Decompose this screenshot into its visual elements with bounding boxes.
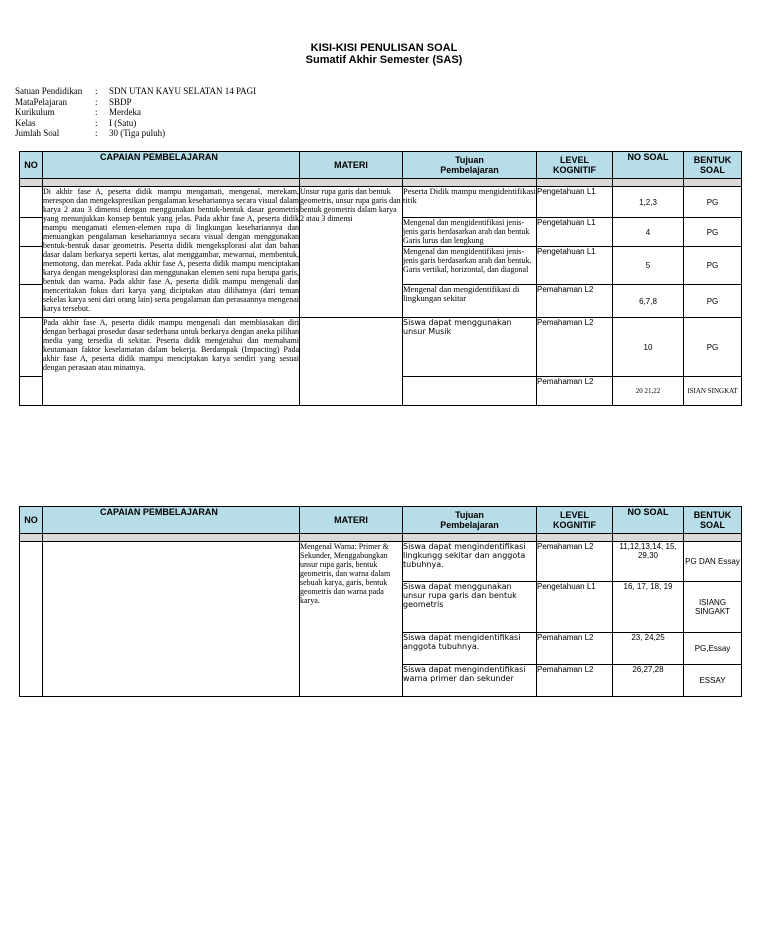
meta-label: Kelas <box>15 117 36 128</box>
nosoal-cell: 4 <box>613 218 684 247</box>
table-header-row <box>20 507 742 534</box>
tujuan-cell: Siswa dapat mengidentifikasi anggota tubuhnya. <box>403 633 537 665</box>
header-tujuan-line1: Tujuan <box>455 510 484 520</box>
tujuan-cell: Mengenal dan mengidentifikasi di lingkungan sekitar <box>403 285 537 318</box>
header-tujuan-line2: Pembelajaran <box>440 165 499 175</box>
nosoal-cell: 11,12,13,14, 15, 29,30 <box>613 542 684 582</box>
nosoal-cell: 23, 24,25 <box>613 633 684 665</box>
nosoal-cell: 10 <box>613 318 684 377</box>
bentuk-cell: PG <box>684 318 742 377</box>
bentuk-cell: PG DAN Essay <box>684 542 742 582</box>
tujuan-cell: Mengenal dan mengidentifikasi jenis-jenis garis berdasarkan arah dan bentuk. Garis vertikal, horizontal, dan diagonal <box>403 247 537 285</box>
document-subtitle: Sumatif Akhir Semester (SAS) <box>305 54 463 66</box>
meta-separator: : <box>95 107 98 118</box>
no-cell <box>20 218 43 247</box>
meta-value: SDN UTAN KAYU SELATAN 14 PAGI <box>109 86 257 96</box>
header-capaian: CAPAIAN PEMBELAJARAN <box>43 507 300 534</box>
tujuan-cell: Siswa dapat mengindentifikasi warna primer dan sekunder <box>403 665 537 697</box>
meta-value: I (Satu) <box>109 117 137 128</box>
meta-row <box>15 97 256 108</box>
header-no: NO <box>20 152 43 179</box>
bentuk-cell: ESSAY <box>684 665 742 697</box>
header-level-line1: LEVEL <box>559 510 589 520</box>
header-level-line2: KOGNITIF <box>553 520 596 530</box>
no-cell <box>20 377 43 406</box>
level-cell: Pengetahuan L1 <box>537 218 613 247</box>
meta-label: Kurikulum <box>15 107 55 118</box>
kisi-kisi-table-1 <box>19 151 742 406</box>
bentuk-cell: PG <box>684 285 742 318</box>
header-no: NO <box>20 507 43 534</box>
tujuan-cell: Peserta Didik mampu mengidentifikasi titik <box>403 187 537 218</box>
header-materi: MATERI <box>300 507 403 534</box>
header-bentuk <box>684 507 742 534</box>
identity-block <box>15 86 256 139</box>
no-cell <box>20 285 43 318</box>
meta-separator: : <box>95 128 98 139</box>
header-tujuan-line1: Tujuan <box>455 155 484 165</box>
no-cell <box>20 187 43 218</box>
header-tujuan <box>403 507 537 534</box>
meta-value: Merdeka <box>109 107 141 118</box>
level-cell: Pengetahuan L1 <box>537 247 613 285</box>
header-level <box>537 152 613 179</box>
meta-label: MataPelajaran <box>15 96 67 107</box>
level-cell: Pemahaman L2 <box>537 285 613 318</box>
bentuk-cell: PG <box>684 247 742 285</box>
no-cell <box>20 247 43 285</box>
nosoal-cell: 26,27,28 <box>613 665 684 697</box>
bentuk-cell: PG <box>684 187 742 218</box>
header-bentuk-line1: BENTUK <box>693 510 732 520</box>
meta-separator: : <box>95 86 98 96</box>
level-cell: Pemahaman L2 <box>537 318 613 377</box>
level-cell: Pemahaman L2 <box>537 633 613 665</box>
header-bentuk-line2: SOAL <box>699 520 725 530</box>
tujuan-cell <box>403 377 537 406</box>
meta-label: Jumlah Soal <box>15 128 60 139</box>
tujuan-cell: Siswa dapat menggunakan unsur rupa garis dan bentuk geometris <box>403 582 537 633</box>
header-level <box>537 507 613 534</box>
meta-row <box>15 86 256 97</box>
nosoal-cell: 5 <box>613 247 684 285</box>
header-nosoal: NO SOAL <box>613 507 684 534</box>
header-capaian: CAPAIAN PEMBELAJARAN <box>43 152 300 179</box>
meta-value: SBDP <box>109 96 132 107</box>
header-level-line1: LEVEL <box>559 155 589 165</box>
meta-separator: : <box>95 96 98 107</box>
table-row <box>20 318 742 377</box>
table-row <box>20 542 742 582</box>
header-level-line2: KOGNITIF <box>553 165 596 175</box>
capaian-cell: Di akhir fase A, peserta didik mampu mengamati, mengenal, merekam, merespon dan mengekspresikan pengalaman kesehariannya secara visual dalam karya 2 atau 3 dimensi dengan menggunakan bentuk-bentuk dasar geometris yang menunjukkan konsep bentuk yang jelas. Pada akhir fase A, peserta didik mampu mengamati elemen-elemen rupa di lingkungan kesehariannya dan menuangkan pengalaman kesehariannya secara visual dengan menggunakan bentuk-bentuk dasar geometris. Peserta didik mengeksplorasi alat dan bahan dasar dalam berkarya seperti kertas, alat menggambar, mewarnai, membentuk, memotong, dan merekat. Pada akhir fase A, peserta didik mampu menciptakan karya dengan mengeksplorasi dan menggunakan elemen seni rupa berupa garis, bentuk dan warna. Pada akhir fase A, peserta didik mampu mengenali dan menceritakan fokus dari karya yang diciptakan atau dilihatnya (dari teman sekelas karya seni dari orang lain) serta pengalaman dan perasaannya mengenai karya tersebut. <box>43 187 300 318</box>
bentuk-cell: ISIANG SINGAKT <box>684 582 742 633</box>
meta-row <box>15 118 256 129</box>
header-bentuk-line1: BENTUK <box>693 155 732 165</box>
meta-row <box>15 107 256 118</box>
nosoal-cell: 6,7,8 <box>613 285 684 318</box>
table-header-row <box>20 152 742 179</box>
bentuk-cell: PG,Essay <box>684 633 742 665</box>
header-materi: MATERI <box>300 152 403 179</box>
no-cell <box>20 318 43 377</box>
bentuk-cell: ISIAN SINGKAT <box>684 377 742 406</box>
tujuan-cell: Siswa dapat menggunakan unsur Musik <box>403 318 537 377</box>
header-bentuk-line2: SOAL <box>699 165 725 175</box>
tujuan-cell: Siswa dapat mengindentifikasi lingkungg sekitar dan anggota tubuhnya. <box>403 542 537 582</box>
nosoal-cell: 20 21,22 <box>613 377 684 406</box>
meta-label: Satuan Pendidikan <box>15 86 83 96</box>
tujuan-cell: Mengenal dan mengidentifikasi jenis-jenis garis berdasarkan arah dan bentuk Garis lurus dan lengkung <box>403 218 537 247</box>
header-nosoal: NO SOAL <box>613 152 684 179</box>
level-cell: Pengetahuan L1 <box>537 187 613 218</box>
table-row <box>20 187 742 218</box>
document-title: KISI-KISI PENULISAN SOAL <box>310 42 458 54</box>
capaian-cell-2: Pada akhir fase A, peserta didik mampu mengenali dan membiasakan diri dengan berbagai prosedur dasar sederhana untuk berkarya dengan aneka pilihan media yang tersedia di sekitar. Peserta didik mengetahui dan memahami keutamaan faktor keselamatan dalam bekerja. Berdampak (Impacting) Pada akhir fase A, peserta didik mampu menciptakan karya sendiri yang sesuai dengan perasaan atau minatnya. <box>43 318 300 406</box>
materi-cell: Unsur rupa garis dan bentuk geometris, unsur rupa garis dan bentuk geometris dalam karya 2 atau 3 dimensi <box>300 187 403 318</box>
meta-row <box>15 128 256 139</box>
materi-cell: Mengenal Warna: Primer & Sekunder, Menggabungkan unsur rupa garis, bentuk geometris, dan warna dalam sebuah karya, garis, bentuk geometris dan warna pada karya. <box>300 542 403 697</box>
nosoal-cell: 1,2,3 <box>613 187 684 218</box>
header-bentuk <box>684 152 742 179</box>
spacer-row <box>20 179 742 187</box>
header-tujuan <box>403 152 537 179</box>
nosoal-cell: 16, 17, 18, 19 <box>613 582 684 633</box>
meta-value: 30 (Tiga puluh) <box>109 128 166 139</box>
level-cell: Pemahaman L2 <box>537 665 613 697</box>
level-cell: Pemahaman L2 <box>537 542 613 582</box>
level-cell: Pengetahuan L1 <box>537 582 613 633</box>
kisi-kisi-table-2 <box>19 506 742 697</box>
bentuk-cell: PG <box>684 218 742 247</box>
materi-cell-empty <box>300 318 403 406</box>
spacer-row <box>20 534 742 542</box>
header-tujuan-line2: Pembelajaran <box>440 520 499 530</box>
capaian-cell-empty <box>43 542 300 697</box>
level-cell: Pemahaman L2 <box>537 377 613 406</box>
meta-separator: : <box>95 117 98 128</box>
no-cell <box>20 542 43 697</box>
